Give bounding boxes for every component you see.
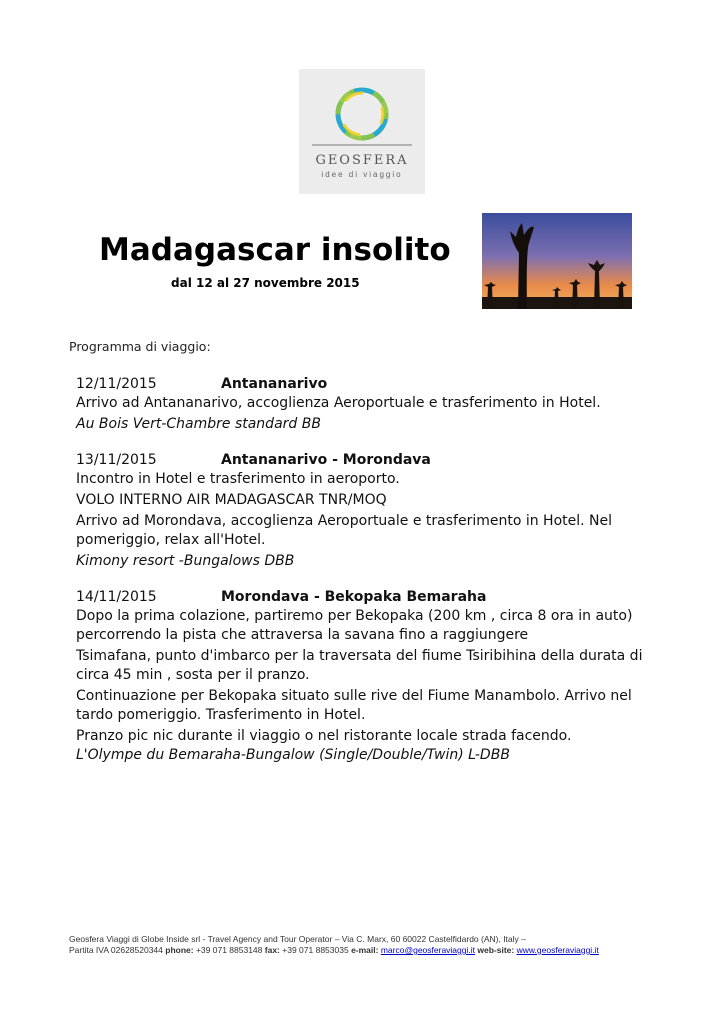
day-paragraph: Pranzo pic nic durante il viaggio o nel ristorante locale strada facendo. xyxy=(76,728,572,744)
page-subtitle: dal 12 al 27 novembre 2015 xyxy=(171,276,360,290)
day-3 xyxy=(76,587,666,765)
footer-fax: +39 071 8853035 xyxy=(282,945,349,955)
day-place: Antananarivo - Morondava xyxy=(221,452,431,468)
logo-tagline: idee di viaggio xyxy=(321,170,403,179)
ring-icon xyxy=(299,69,425,153)
day-paragraph: Dopo la prima colazione, partiremo per Bekopaka (200 km , circa 8 ora in auto) percorrendo la pista che attraversa la savana fino a raggiungere xyxy=(76,608,633,643)
day-place: Morondava - Bekopaka Bemaraha xyxy=(221,589,487,605)
day-paragraph: Arrivo ad Morondava, accoglienza Aeroportuale e trasferimento in Hotel. Nel pomeriggio, relax all'Hotel. xyxy=(76,513,613,548)
day-paragraph: Incontro in Hotel e trasferimento in aeroporto. xyxy=(76,471,400,487)
footer-phone-label: phone: xyxy=(165,945,194,955)
itinerary xyxy=(76,374,666,781)
day-paragraph: Tsimafana, punto d'imbarco per la traversata del fiume Tsiribihina della durata di circa 45 min , sosta per il pranzo. xyxy=(76,648,643,683)
day-paragraph: Continuazione per Bekopaka situato sulle rive del Fiume Manambolo. Arrivo nel tardo pomeriggio. Trasferimento in Hotel. xyxy=(76,688,632,723)
footer-line-2 xyxy=(69,945,669,956)
day-paragraph: VOLO INTERNO AIR MADAGASCAR TNR/MOQ xyxy=(76,492,387,508)
geosfera-logo xyxy=(299,69,425,194)
footer-web-link[interactable]: www.geosferaviaggi.it xyxy=(516,945,599,955)
logo-brand: GEOSFERA xyxy=(315,153,409,168)
day-hotel: Au Bois Vert-Chambre standard BB xyxy=(76,416,321,432)
day-paragraph: Arrivo ad Antananarivo, accoglienza Aeroportuale e trasferimento in Hotel. xyxy=(76,395,601,411)
day-hotel: L'Olympe du Bemaraha-Bungalow (Single/Double/Twin) L-DBB xyxy=(76,747,510,763)
day-date: 14/11/2015 xyxy=(76,589,157,605)
day-place: Antananarivo xyxy=(221,376,328,392)
footer-phone: +39 071 8853148 xyxy=(195,945,263,955)
intro-label: Programma di viaggio: xyxy=(69,339,211,354)
footer-web-label: web-site: xyxy=(477,945,515,955)
day-date: 12/11/2015 xyxy=(76,376,157,392)
footer-email-link[interactable]: marco@geosferaviaggi.it xyxy=(380,945,475,955)
day-2 xyxy=(76,450,666,571)
baobab-sunset-photo xyxy=(482,213,632,309)
day-hotel: Kimony resort -Bungalows DBB xyxy=(76,553,295,569)
footer-vat: Partita IVA 02628520344 xyxy=(69,945,163,955)
footer-email-label: e-mail: xyxy=(351,945,379,955)
page-footer xyxy=(69,934,669,956)
footer-fax-label: fax: xyxy=(264,945,280,955)
day-date: 13/11/2015 xyxy=(76,452,157,468)
footer-line-1: Geosfera Viaggi di Globe Inside srl - Travel Agency and Tour Operator – Via C. Marx, 60 60022 Castelfidardo (AN), Italy – xyxy=(69,934,526,944)
page-title: Madagascar insolito xyxy=(99,232,451,268)
day-1 xyxy=(76,374,666,434)
